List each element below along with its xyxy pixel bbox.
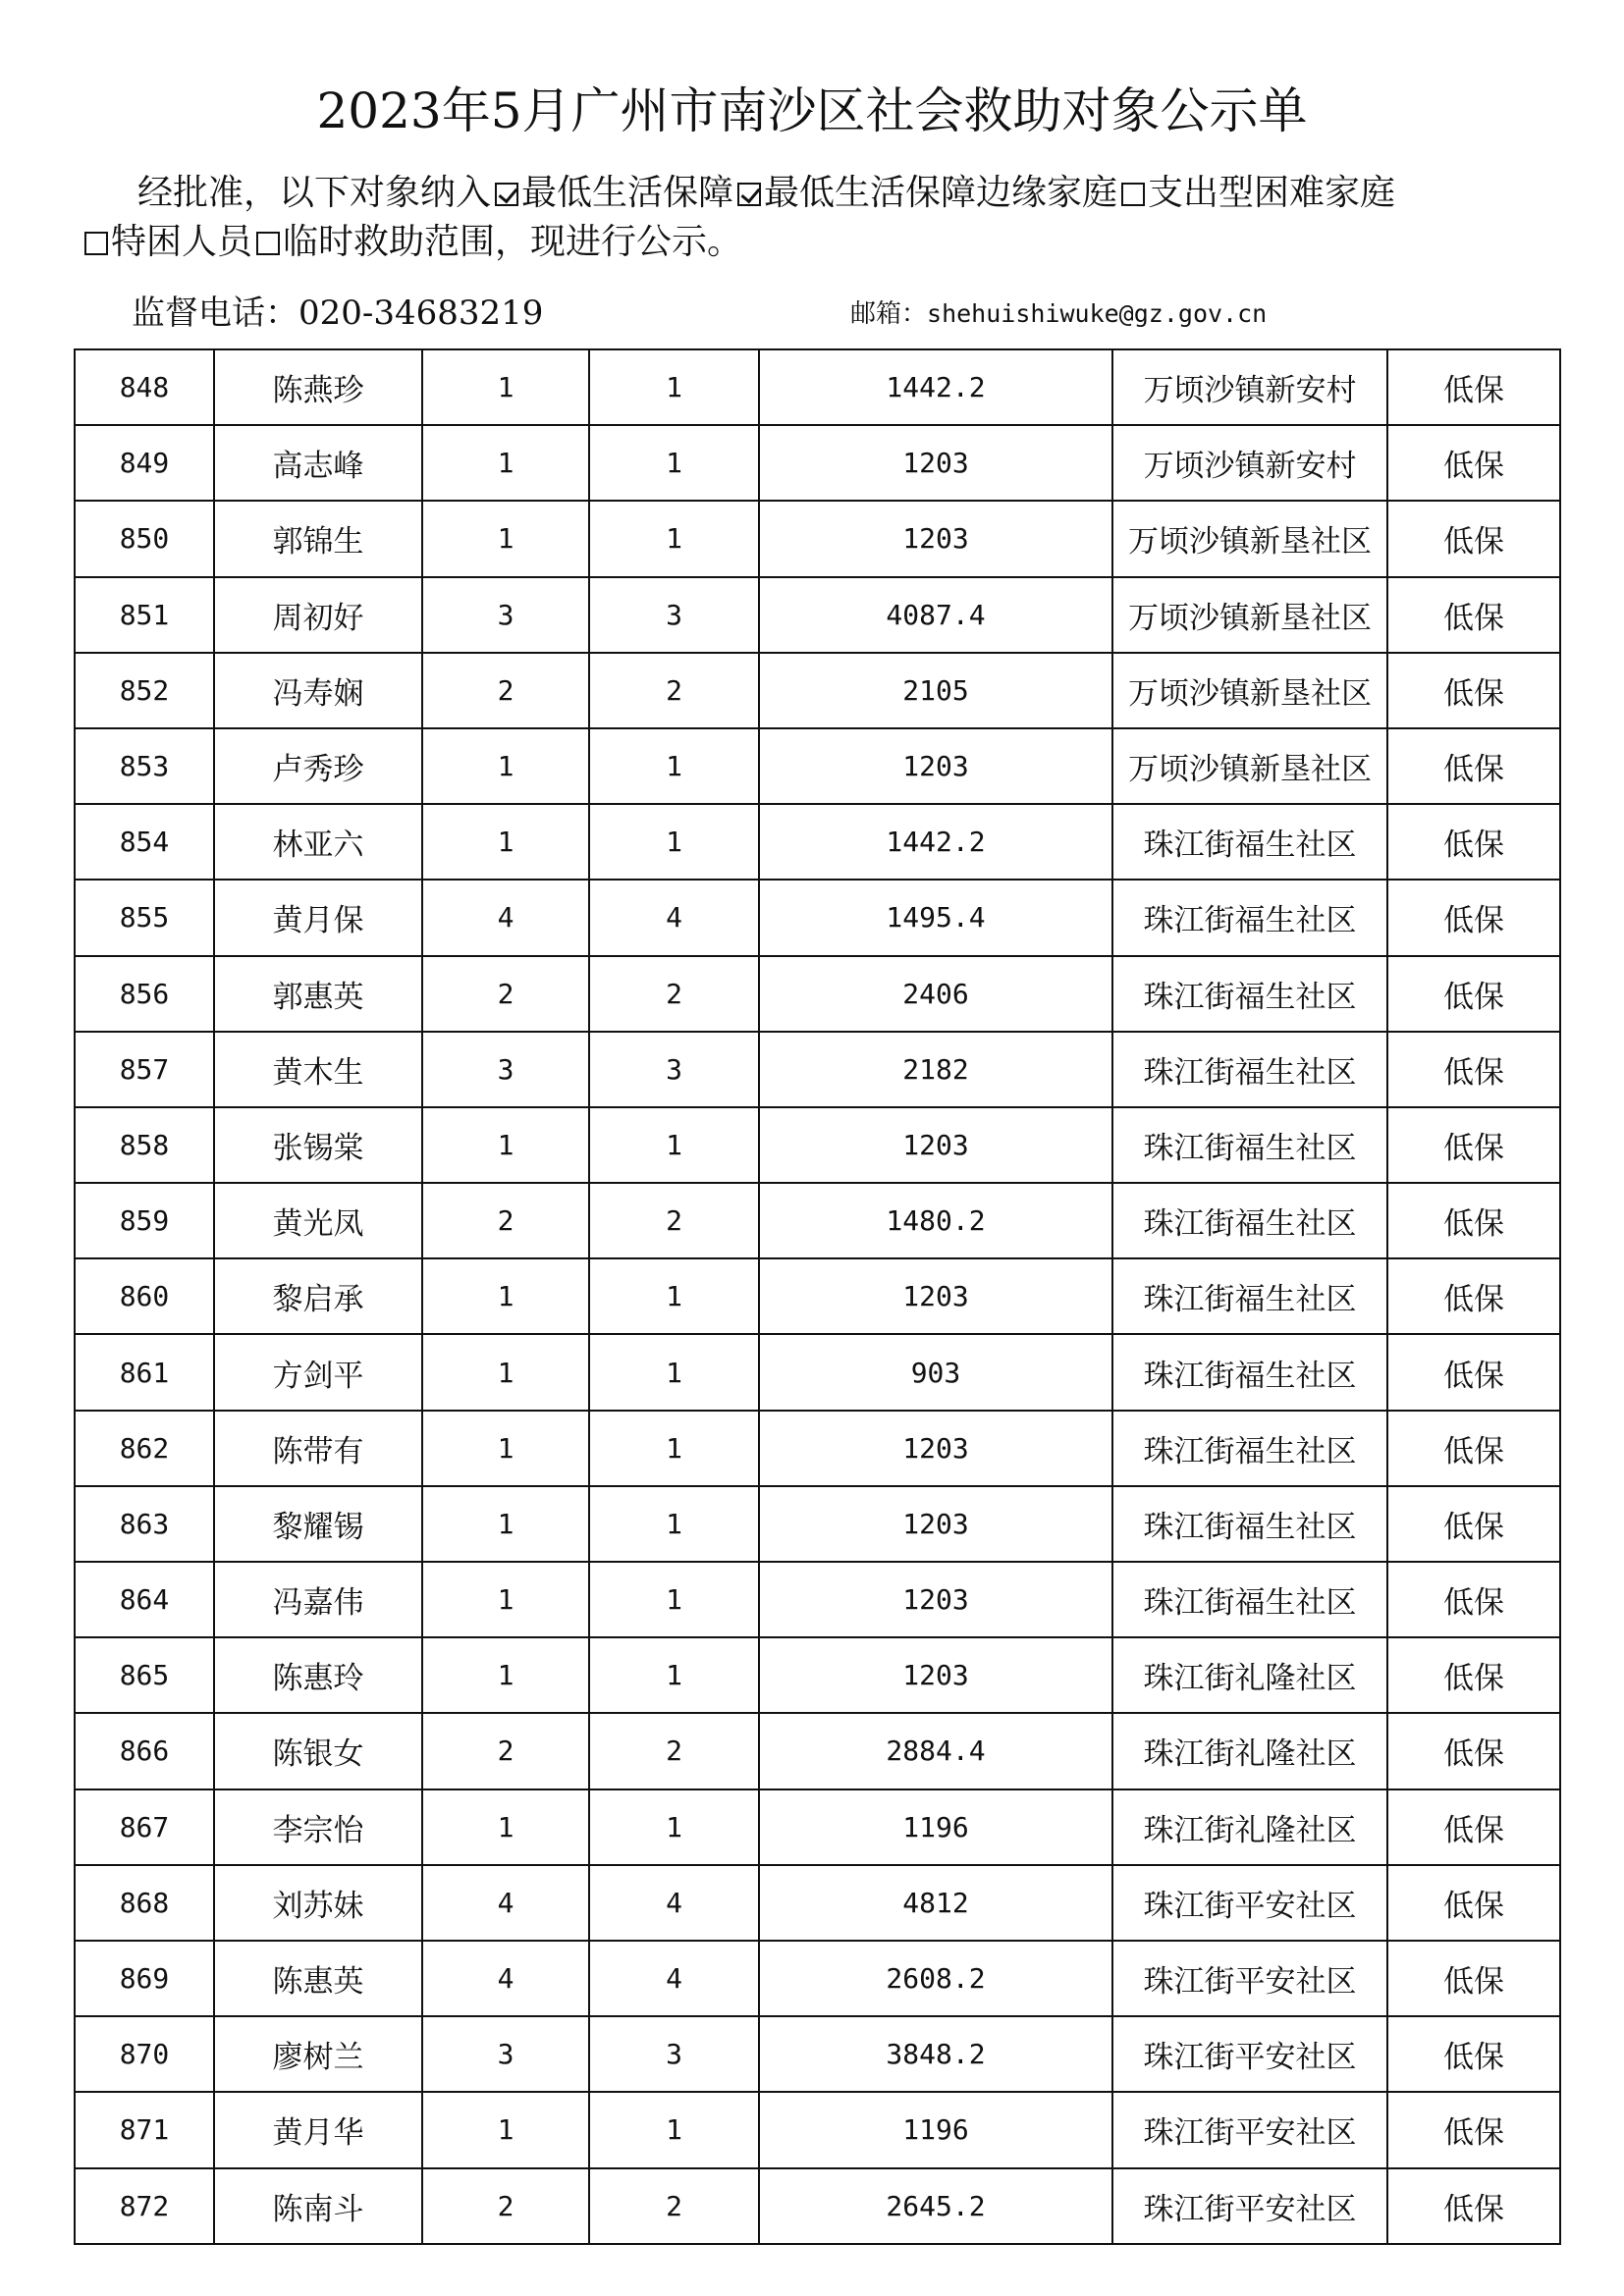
cell-community: 万顷沙镇新安村 xyxy=(1112,349,1387,425)
cell-category: 低保 xyxy=(1387,1789,1560,1865)
cell-household-size: 3 xyxy=(422,2016,589,2092)
cell-category: 低保 xyxy=(1387,1637,1560,1713)
cell-community: 万顷沙镇新安村 xyxy=(1112,425,1387,501)
cell-aided-persons: 1 xyxy=(589,1258,759,1334)
cell-name: 陈银女 xyxy=(214,1713,422,1789)
table-row xyxy=(75,1637,1560,1713)
cell-community: 珠江街福生社区 xyxy=(1112,1334,1387,1410)
cell-community: 万顷沙镇新垦社区 xyxy=(1112,653,1387,728)
cell-household-size: 1 xyxy=(422,1258,589,1334)
cell-row-number: 863 xyxy=(75,1486,214,1562)
cell-row-number: 872 xyxy=(75,2168,214,2244)
intro-suffix: 范围，现进行公示。 xyxy=(424,222,743,262)
cell-community: 珠江街平安社区 xyxy=(1112,2092,1387,2167)
checkbox-icon xyxy=(1121,183,1145,206)
cell-category: 低保 xyxy=(1387,501,1560,576)
cell-aided-persons: 1 xyxy=(589,425,759,501)
cell-community: 万顷沙镇新垦社区 xyxy=(1112,577,1387,653)
cell-name: 黄月保 xyxy=(214,880,422,955)
cell-category: 低保 xyxy=(1387,1713,1560,1789)
cell-name: 周初好 xyxy=(214,577,422,653)
table-row xyxy=(75,728,1560,804)
cell-category: 低保 xyxy=(1387,1486,1560,1562)
cell-amount: 1442.2 xyxy=(759,804,1112,880)
cell-amount: 1495.4 xyxy=(759,880,1112,955)
cell-category: 低保 xyxy=(1387,2016,1560,2092)
table-row xyxy=(75,956,1560,1032)
cell-household-size: 3 xyxy=(422,1032,589,1107)
assistance-table xyxy=(74,348,1561,2245)
cell-category: 低保 xyxy=(1387,2168,1560,2244)
cell-name: 冯寿娴 xyxy=(214,653,422,728)
email-address: shehuishiwuke@gz.gov.cn xyxy=(927,299,1268,328)
checkbox-icon xyxy=(495,183,518,206)
cell-aided-persons: 1 xyxy=(589,1486,759,1562)
cell-amount: 1203 xyxy=(759,1637,1112,1713)
cell-category: 低保 xyxy=(1387,880,1560,955)
option-label: 最低生活保障边缘家庭 xyxy=(764,173,1118,213)
page-title: 2023年5月广州市南沙区社会救助对象公示单 xyxy=(316,82,1308,139)
cell-community: 万顷沙镇新垦社区 xyxy=(1112,501,1387,576)
option-label: 支出型困难家庭 xyxy=(1148,173,1396,213)
cell-amount: 1442.2 xyxy=(759,349,1112,425)
cell-name: 黄木生 xyxy=(214,1032,422,1107)
cell-household-size: 1 xyxy=(422,1562,589,1637)
cell-row-number: 848 xyxy=(75,349,214,425)
cell-aided-persons: 3 xyxy=(589,1032,759,1107)
cell-community: 珠江街福生社区 xyxy=(1112,1183,1387,1258)
cell-name: 张锡棠 xyxy=(214,1107,422,1183)
cell-household-size: 1 xyxy=(422,1637,589,1713)
cell-amount: 1203 xyxy=(759,1107,1112,1183)
cell-aided-persons: 1 xyxy=(589,804,759,880)
table-row xyxy=(75,2092,1560,2167)
cell-community: 珠江街福生社区 xyxy=(1112,1562,1387,1637)
cell-household-size: 2 xyxy=(422,1713,589,1789)
cell-aided-persons: 4 xyxy=(589,880,759,955)
cell-category: 低保 xyxy=(1387,804,1560,880)
cell-community: 珠江街平安社区 xyxy=(1112,1865,1387,1941)
table-row xyxy=(75,880,1560,955)
cell-category: 低保 xyxy=(1387,728,1560,804)
cell-row-number: 867 xyxy=(75,1789,214,1865)
cell-name: 陈南斗 xyxy=(214,2168,422,2244)
cell-category: 低保 xyxy=(1387,1411,1560,1486)
cell-household-size: 1 xyxy=(422,804,589,880)
option-label: 临时救助 xyxy=(283,222,425,262)
cell-name: 陈带有 xyxy=(214,1411,422,1486)
cell-name: 郭锦生 xyxy=(214,501,422,576)
cell-amount: 1203 xyxy=(759,1562,1112,1637)
cell-community: 珠江街礼隆社区 xyxy=(1112,1789,1387,1865)
option-label: 最低生活保障 xyxy=(521,173,734,213)
cell-name: 李宗怡 xyxy=(214,1789,422,1865)
cell-community: 万顷沙镇新垦社区 xyxy=(1112,728,1387,804)
email-label: 邮箱： xyxy=(850,299,928,329)
cell-household-size: 1 xyxy=(422,501,589,576)
cell-row-number: 853 xyxy=(75,728,214,804)
cell-community: 珠江街福生社区 xyxy=(1112,804,1387,880)
table-row xyxy=(75,2168,1560,2244)
table-row xyxy=(75,1486,1560,1562)
cell-row-number: 871 xyxy=(75,2092,214,2167)
phone-number: 020-34683219 xyxy=(298,294,544,333)
cell-amount: 1196 xyxy=(759,1789,1112,1865)
cell-community: 珠江街福生社区 xyxy=(1112,1032,1387,1107)
table-row xyxy=(75,1183,1560,1258)
table-row xyxy=(75,1713,1560,1789)
cell-row-number: 859 xyxy=(75,1183,214,1258)
cell-aided-persons: 4 xyxy=(589,1865,759,1941)
cell-name: 郭惠英 xyxy=(214,956,422,1032)
cell-category: 低保 xyxy=(1387,1032,1560,1107)
cell-community: 珠江街福生社区 xyxy=(1112,1107,1387,1183)
cell-community: 珠江街平安社区 xyxy=(1112,2168,1387,2244)
cell-row-number: 866 xyxy=(75,1713,214,1789)
cell-name: 黎耀锡 xyxy=(214,1486,422,1562)
table-row xyxy=(75,1789,1560,1865)
cell-aided-persons: 1 xyxy=(589,1562,759,1637)
cell-aided-persons: 1 xyxy=(589,501,759,576)
cell-community: 珠江街礼隆社区 xyxy=(1112,1713,1387,1789)
cell-household-size: 1 xyxy=(422,2092,589,2167)
cell-name: 陈燕珍 xyxy=(214,349,422,425)
cell-name: 黄月华 xyxy=(214,2092,422,2167)
cell-category: 低保 xyxy=(1387,1334,1560,1410)
cell-household-size: 1 xyxy=(422,1107,589,1183)
cell-amount: 2608.2 xyxy=(759,1941,1112,2016)
cell-name: 廖树兰 xyxy=(214,2016,422,2092)
cell-aided-persons: 2 xyxy=(589,653,759,728)
cell-household-size: 3 xyxy=(422,577,589,653)
cell-name: 高志峰 xyxy=(214,425,422,501)
cell-household-size: 4 xyxy=(422,1941,589,2016)
cell-household-size: 4 xyxy=(422,1865,589,1941)
cell-name: 陈惠英 xyxy=(214,1941,422,2016)
table-row xyxy=(75,1107,1560,1183)
cell-aided-persons: 4 xyxy=(589,1941,759,2016)
table-row xyxy=(75,1941,1560,2016)
cell-household-size: 2 xyxy=(422,1183,589,1258)
cell-community: 珠江街平安社区 xyxy=(1112,2016,1387,2092)
cell-amount: 2406 xyxy=(759,956,1112,1032)
cell-row-number: 858 xyxy=(75,1107,214,1183)
cell-household-size: 1 xyxy=(422,1334,589,1410)
table-row xyxy=(75,1865,1560,1941)
table-row xyxy=(75,1032,1560,1107)
checkbox-icon xyxy=(84,232,108,255)
cell-community: 珠江街福生社区 xyxy=(1112,880,1387,955)
cell-amount: 1196 xyxy=(759,2092,1112,2167)
cell-aided-persons: 1 xyxy=(589,1411,759,1486)
cell-aided-persons: 1 xyxy=(589,1637,759,1713)
option-label: 特困人员 xyxy=(111,222,253,262)
cell-amount: 4812 xyxy=(759,1865,1112,1941)
table-row xyxy=(75,1411,1560,1486)
cell-amount: 1203 xyxy=(759,1486,1112,1562)
cell-category: 低保 xyxy=(1387,2092,1560,2167)
cell-category: 低保 xyxy=(1387,1107,1560,1183)
table-row xyxy=(75,653,1560,728)
supervision-phone xyxy=(132,291,543,336)
cell-community: 珠江街平安社区 xyxy=(1112,1941,1387,2016)
cell-amount: 2884.4 xyxy=(759,1713,1112,1789)
cell-row-number: 869 xyxy=(75,1941,214,2016)
cell-amount: 903 xyxy=(759,1334,1112,1410)
cell-aided-persons: 2 xyxy=(589,1183,759,1258)
cell-household-size: 1 xyxy=(422,1486,589,1562)
cell-household-size: 1 xyxy=(422,728,589,804)
cell-amount: 2182 xyxy=(759,1032,1112,1107)
phone-label: 监督电话： xyxy=(132,294,298,333)
cell-name: 方剑平 xyxy=(214,1334,422,1410)
cell-category: 低保 xyxy=(1387,1183,1560,1258)
checkbox-icon xyxy=(737,183,761,206)
cell-amount: 2645.2 xyxy=(759,2168,1112,2244)
cell-row-number: 850 xyxy=(75,501,214,576)
table-row xyxy=(75,1562,1560,1637)
cell-household-size: 4 xyxy=(422,880,589,955)
intro-paragraph xyxy=(84,169,1557,267)
cell-amount: 1203 xyxy=(759,1258,1112,1334)
cell-row-number: 861 xyxy=(75,1334,214,1410)
cell-row-number: 864 xyxy=(75,1562,214,1637)
cell-name: 卢秀珍 xyxy=(214,728,422,804)
cell-row-number: 868 xyxy=(75,1865,214,1941)
cell-aided-persons: 3 xyxy=(589,2016,759,2092)
cell-name: 黄光凤 xyxy=(214,1183,422,1258)
cell-row-number: 857 xyxy=(75,1032,214,1107)
table-body xyxy=(75,349,1560,2244)
checkbox-icon xyxy=(256,232,280,255)
cell-amount: 1480.2 xyxy=(759,1183,1112,1258)
cell-category: 低保 xyxy=(1387,1941,1560,2016)
cell-category: 低保 xyxy=(1387,1562,1560,1637)
cell-amount: 1203 xyxy=(759,501,1112,576)
cell-category: 低保 xyxy=(1387,1258,1560,1334)
cell-household-size: 2 xyxy=(422,653,589,728)
cell-name: 黎启承 xyxy=(214,1258,422,1334)
cell-household-size: 1 xyxy=(422,1411,589,1486)
cell-community: 珠江街礼隆社区 xyxy=(1112,1637,1387,1713)
cell-category: 低保 xyxy=(1387,349,1560,425)
cell-row-number: 856 xyxy=(75,956,214,1032)
cell-aided-persons: 1 xyxy=(589,349,759,425)
cell-row-number: 860 xyxy=(75,1258,214,1334)
cell-amount: 1203 xyxy=(759,1411,1112,1486)
cell-row-number: 852 xyxy=(75,653,214,728)
cell-row-number: 849 xyxy=(75,425,214,501)
cell-community: 珠江街福生社区 xyxy=(1112,956,1387,1032)
cell-row-number: 870 xyxy=(75,2016,214,2092)
cell-community: 珠江街福生社区 xyxy=(1112,1486,1387,1562)
cell-aided-persons: 1 xyxy=(589,1789,759,1865)
cell-aided-persons: 1 xyxy=(589,2092,759,2167)
cell-row-number: 865 xyxy=(75,1637,214,1713)
cell-aided-persons: 3 xyxy=(589,577,759,653)
cell-amount: 1203 xyxy=(759,425,1112,501)
cell-aided-persons: 2 xyxy=(589,2168,759,2244)
table-row xyxy=(75,501,1560,576)
cell-category: 低保 xyxy=(1387,1865,1560,1941)
cell-aided-persons: 1 xyxy=(589,1107,759,1183)
cell-household-size: 1 xyxy=(422,1789,589,1865)
cell-row-number: 855 xyxy=(75,880,214,955)
cell-name: 冯嘉伟 xyxy=(214,1562,422,1637)
cell-name: 林亚六 xyxy=(214,804,422,880)
table-row xyxy=(75,349,1560,425)
cell-aided-persons: 2 xyxy=(589,1713,759,1789)
cell-household-size: 2 xyxy=(422,2168,589,2244)
cell-category: 低保 xyxy=(1387,425,1560,501)
table-row xyxy=(75,577,1560,653)
cell-row-number: 854 xyxy=(75,804,214,880)
cell-aided-persons: 1 xyxy=(589,728,759,804)
cell-household-size: 1 xyxy=(422,425,589,501)
table-row xyxy=(75,1258,1560,1334)
cell-aided-persons: 2 xyxy=(589,956,759,1032)
cell-category: 低保 xyxy=(1387,653,1560,728)
table-row xyxy=(75,425,1560,501)
intro-prefix: 经批准，以下对象纳入 xyxy=(137,173,492,213)
cell-household-size: 2 xyxy=(422,956,589,1032)
cell-category: 低保 xyxy=(1387,956,1560,1032)
cell-household-size: 1 xyxy=(422,349,589,425)
supervision-email xyxy=(850,294,1267,334)
cell-name: 刘苏妹 xyxy=(214,1865,422,1941)
table-row xyxy=(75,804,1560,880)
table-row xyxy=(75,2016,1560,2092)
cell-aided-persons: 1 xyxy=(589,1334,759,1410)
cell-amount: 4087.4 xyxy=(759,577,1112,653)
cell-community: 珠江街福生社区 xyxy=(1112,1258,1387,1334)
cell-row-number: 851 xyxy=(75,577,214,653)
cell-amount: 1203 xyxy=(759,728,1112,804)
cell-name: 陈惠玲 xyxy=(214,1637,422,1713)
cell-amount: 3848.2 xyxy=(759,2016,1112,2092)
cell-amount: 2105 xyxy=(759,653,1112,728)
table-row xyxy=(75,1334,1560,1410)
cell-row-number: 862 xyxy=(75,1411,214,1486)
cell-category: 低保 xyxy=(1387,577,1560,653)
cell-community: 珠江街福生社区 xyxy=(1112,1411,1387,1486)
